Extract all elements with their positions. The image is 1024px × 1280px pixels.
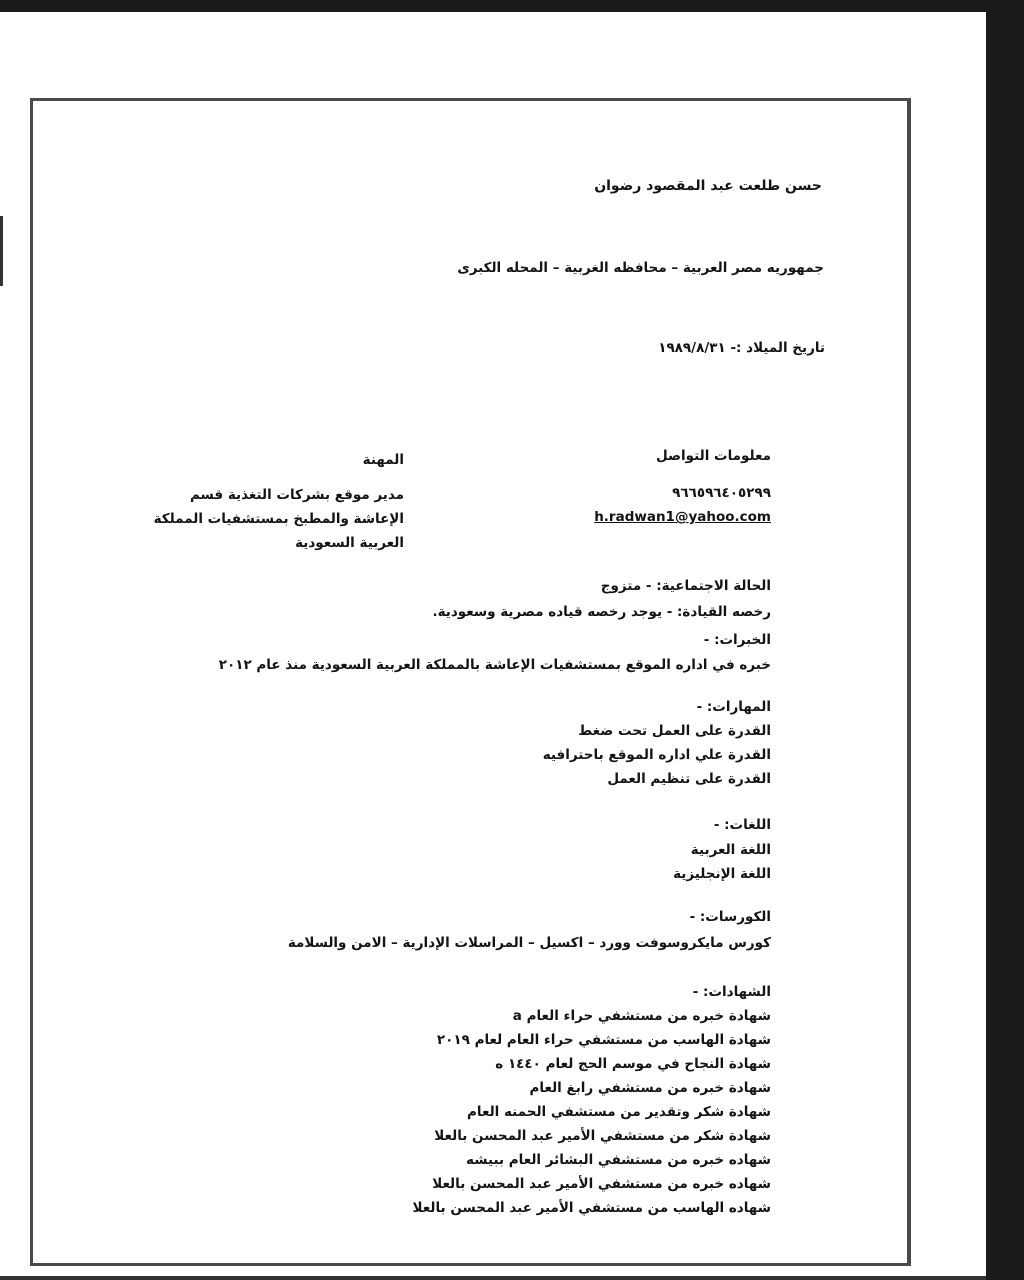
languages-heading: اللغات: -	[713, 817, 771, 833]
certificate-item: شهاده خبره من مستشفي الأمير عبد المحسن بالعلا	[432, 1176, 771, 1192]
contact-phone: ٩٦٦٥٩٦٤٠٥٢٩٩	[672, 485, 771, 501]
profession-heading: المهنة	[362, 452, 404, 468]
course-item: كورس مايكروسوفت وورد – اكسيل – المراسلات الإدارية – الامن والسلامة	[287, 935, 771, 951]
certificate-item: شهادة الهاسب من مستشفي حراء العام لعام ٢٠١٩	[436, 1032, 771, 1048]
profession-line: مدير موقع بشركات التغذية قسم	[189, 487, 404, 503]
skill-item: القدرة علي اداره الموقع باحترافيه	[542, 747, 771, 763]
profession-line: الإعاشة والمطبخ بمستشفيات المملكة	[153, 511, 404, 527]
certificate-item: شهادة خبره من مستشفي حراء العام a	[512, 1008, 771, 1024]
skill-item: القدرة على العمل تحت ضغط	[578, 723, 771, 739]
marital-status: الحالة الاجتماعية: - متزوج	[600, 578, 771, 594]
experience-heading: الخبرات: -	[703, 632, 771, 648]
left-edge-mark	[0, 216, 3, 286]
right-dark-border	[986, 0, 1024, 1280]
contact-heading: معلومات التواصل	[655, 448, 771, 464]
driving-license: رخصه القيادة: - يوجد رخصه قياده مصرية وسعودية.	[432, 604, 771, 620]
language-item: اللغة الإنجليزية	[673, 866, 771, 882]
birth-date: تاريخ الميلاد :- ١٩٨٩/٨/٣١	[658, 340, 825, 356]
skill-item: القدرة على تنظيم العمل	[607, 771, 771, 787]
skills-heading: المهارات: -	[696, 699, 771, 715]
language-item: اللغة العربية	[690, 842, 771, 858]
certificate-item: شهاده خبره من مستشفي البشائر العام ببيشه	[466, 1152, 771, 1168]
experience-item: خبره في اداره الموقع بمستشفيات الإعاشة بالمملكة العربية السعودية منذ عام ٢٠١٢	[218, 657, 771, 673]
courses-heading: الكورسات: -	[689, 909, 771, 925]
address: جمهوريه مصر العربية – محافظه الغربية – المحله الكبرى	[457, 260, 824, 276]
certificates-heading: الشهادات: -	[692, 984, 771, 1000]
certificate-item: شهادة شكر وتقدير من مستشفي الحمنه العام	[466, 1104, 771, 1120]
bottom-edge-line	[0, 1276, 986, 1280]
certificate-item: شهادة شكر من مستشفي الأمير عبد المحسن بالعلا	[434, 1128, 771, 1144]
profession-line: العربية السعودية	[295, 535, 404, 551]
certificate-item: شهادة النجاح في موسم الحج لعام ١٤٤٠ ه	[495, 1056, 771, 1072]
certificate-item: شهادة خبره من مستشفي رابغ العام	[529, 1080, 771, 1096]
applicant-name: حسن طلعت عبد المقصود رضوان	[594, 178, 822, 194]
contact-email[interactable]: h.radwan1@yahoo.com	[594, 509, 771, 525]
certificate-item: شهاده الهاسب من مستشفي الأمير عبد المحسن بالعلا	[412, 1200, 771, 1216]
top-dark-border	[0, 0, 1024, 12]
